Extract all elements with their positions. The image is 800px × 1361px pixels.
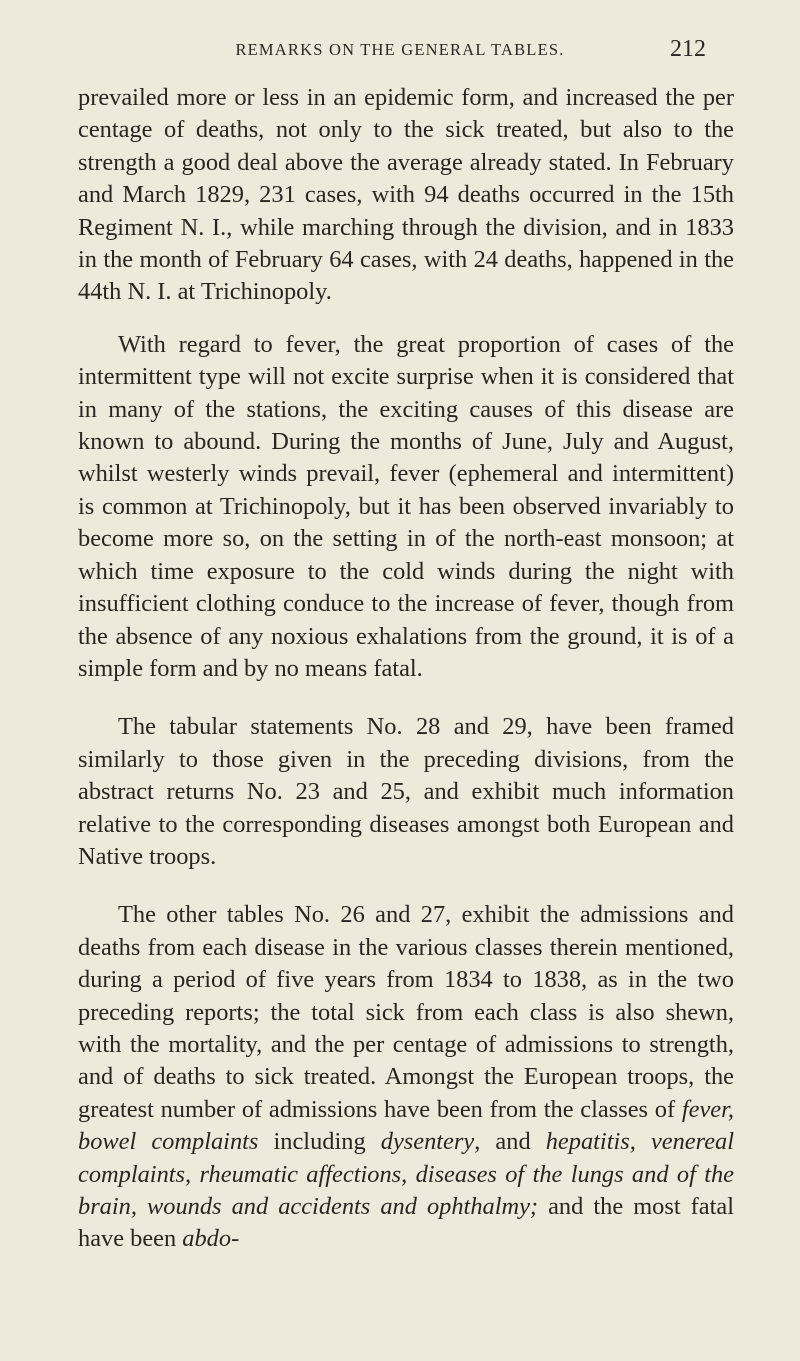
paragraph-other-tables xyxy=(78,899,734,1255)
paragraph-epidemic xyxy=(78,82,734,309)
paragraph-italic-text: fever, bowel complaints xyxy=(78,1095,734,1156)
paragraph-italic-text: hepatitis, venereal complaints, rheumatic affections, diseases of the lungs and of the brain, wounds and accidents and ophthalmy; xyxy=(78,1128,734,1220)
paragraph-text: The other tables No. 26 and 27, exhibit the admissions and deaths from each disease in the various classes therein mentioned, during a period of five years from 1834 to 1838, as in the two preceding reports; the total sick from each class is also shewn, with the mortality, and the per centage of admissions to strength, and of deaths to sick treated. Amongst the European troops, the greatest number of admissions have been from the classes of xyxy=(78,901,734,1123)
paragraph-text: With regard to fever, the great proportion of cases of the intermittent type will not excite surprise when it is considered that in many of the stations, the exciting causes of this disease are known to abound. During the months of June, July and August, whilst westerly winds prevail, fever (ephemeral and intermittent) is common at Trichinopoly, but it has been observed invariably to become more so, on the setting in of the north-east monsoon; at which time exposure to the cold winds during the night with insufficient clothing conduce to the increase of fever, though from the absence of any noxious exhalations from the ground, it is of a simple form and by no means fatal. xyxy=(78,330,734,682)
page-number: 212 xyxy=(670,36,706,62)
paragraph-text: and the most fatal have been xyxy=(78,1193,734,1253)
running-title: REMARKS ON THE GENERAL TABLES. xyxy=(235,40,565,59)
paragraph-text: including xyxy=(258,1128,381,1156)
paragraph-italic-text: dysentery xyxy=(380,1128,475,1156)
page-body xyxy=(78,82,734,1256)
paragraph-text: prevailed more or less in an epidemic form, and increased the per centage of deaths, not only to the sick treated, but also to the strength a good deal above the average already stated. In February and March 1829, 231 cases, with 94 deaths occurred in the 15th Regiment N. I., while marching through the division, and in 1833 in the month of February 64 cases, with 24 deaths, happened in the 44th N. I. at Trichinopoly. xyxy=(78,84,734,306)
running-head xyxy=(0,36,800,66)
paragraph-text: The tabular statements No. 28 and 29, have been framed similarly to those given in the preceding divisions, from the abstract returns No. 23 and 25, and exhibit much information relative to the corresponding diseases amongst both European and Native troops. xyxy=(78,713,734,870)
paragraph-tabular-statements xyxy=(78,711,734,873)
paragraph-text: , and xyxy=(474,1128,546,1156)
paragraph-italic-text: abdo- xyxy=(182,1225,240,1253)
paragraph-fever xyxy=(78,329,734,685)
